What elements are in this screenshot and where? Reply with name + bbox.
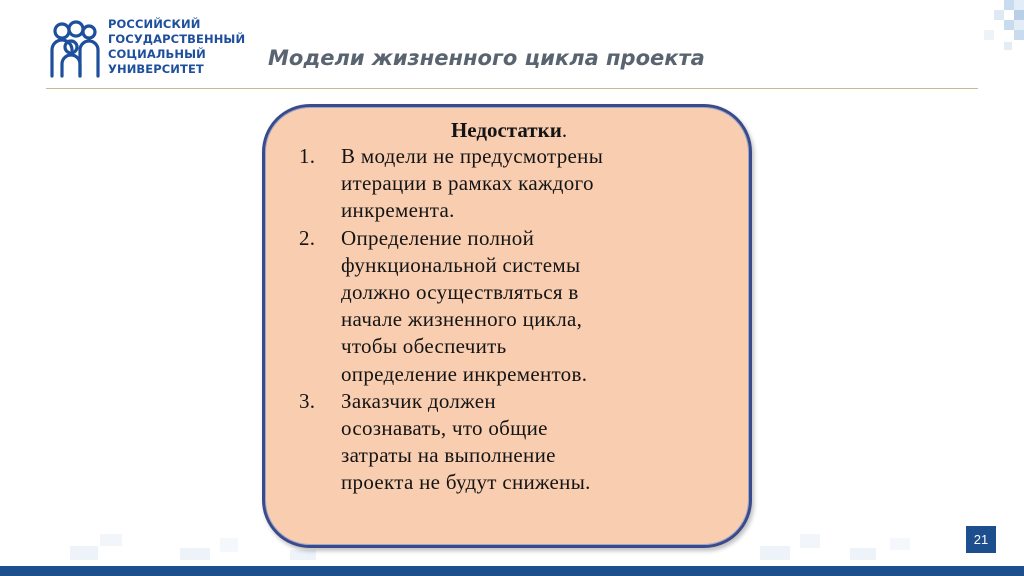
page-number: 21: [966, 526, 996, 553]
item-line: начале жизненного цикла,: [341, 307, 583, 332]
item-line: должно осуществляться в: [341, 280, 579, 305]
list-item: [299, 388, 719, 497]
logo-line: СОЦИАЛЬНЫЙ: [108, 47, 206, 61]
title-divider: [46, 88, 978, 89]
item-line: Заказчик должен: [341, 388, 496, 413]
item-line: итерации в рамках каждого: [341, 171, 594, 196]
item-line: Определение полной: [341, 225, 535, 250]
item-number: 2.: [299, 225, 316, 250]
people-logo-icon: [48, 20, 100, 78]
pixel-decoration: [964, 0, 1024, 56]
item-line: осознавать, что общие: [341, 416, 548, 441]
logo-line: РОССИЙСКИЙ: [108, 17, 201, 31]
item-line: чтобы обеспечить: [341, 334, 507, 359]
item-line: определение инкрементов.: [341, 361, 588, 386]
university-logo: [48, 16, 258, 82]
slide-title: Модели жизненного цикла проекта: [268, 46, 705, 70]
item-line: проекта не будут снижены.: [341, 470, 591, 495]
item-line: В модели не предусмотрены: [341, 144, 604, 168]
logo-line: ГОСУДАРСТВЕННЫЙ: [108, 32, 246, 46]
heading-text: Недостатки: [450, 118, 562, 142]
item-line: инкремента.: [341, 198, 455, 223]
bottom-bar: [0, 566, 1024, 576]
panel-heading: [299, 117, 719, 143]
item-number: 3.: [299, 388, 316, 413]
heading-punctuation: .: [561, 118, 568, 142]
disadvantages-list: [299, 143, 719, 497]
university-name: [108, 17, 258, 77]
logo-line: УНИВЕРСИТЕТ: [108, 62, 204, 76]
list-item: [299, 143, 719, 225]
item-line: функциональной системы: [341, 252, 581, 277]
disadvantages-panel: [262, 104, 752, 548]
item-line: затраты на выполнение: [341, 443, 556, 468]
list-item: [299, 225, 719, 388]
item-number: 1.: [299, 144, 316, 168]
